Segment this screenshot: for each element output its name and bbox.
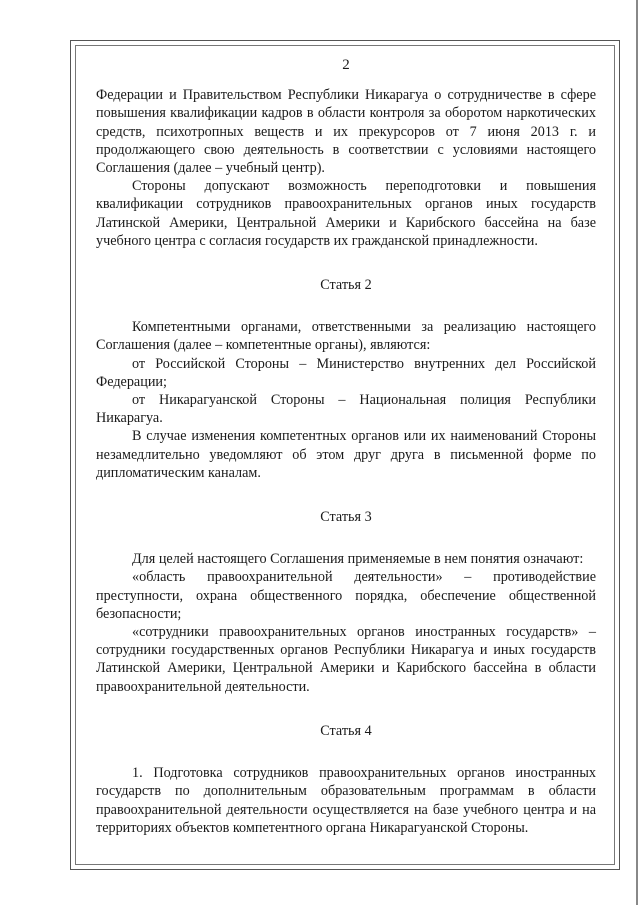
article-3-paragraph-1: Для целей настоящего Соглашения применяемые в нем понятия означают:: [132, 551, 584, 568]
article-2-paragraph-4: В случае изменения компетентных органов или их наименований Стороны незамедлительно уведомляют об этом друг друга в письменной форме по дипломатическим каналам.: [96, 428, 596, 481]
document-page: [96, 56, 596, 837]
article-3-heading: Статья 3: [320, 509, 372, 526]
article-3-paragraph-3: «сотрудники правоохранительных органов иностранных государств» – сотрудники государственных органов Республики Никарагуа и иных государств Латинской Америки, Центральной Америки и Карибского бассейна в области правоохранительной деятельности.: [96, 624, 596, 695]
scan-edge: [636, 0, 638, 905]
article-4-paragraph-1: 1. Подготовка сотрудников правоохранительных органов иностранных государств по дополнительным образовательным программам в области правоохранительной деятельности осуществляется на базе учебного центра и на территориях объектов компетентного органа Никарагуанской Стороны.: [96, 765, 596, 836]
article-2-paragraph-3: от Никарагуанской Стороны – Национальная полиция Республики Никарагуа.: [96, 392, 596, 427]
article-2-paragraph-2: от Российской Стороны – Министерство внутренних дел Российской Федерации;: [96, 355, 596, 390]
intro-paragraph-1: Федерации и Правительством Республики Никарагуа о сотрудничестве в сфере повышения квалификации кадров в области контроля за оборотом наркотических средств, психотропных веществ и их прекурсоров от 7 июня 2013 г. и продолжающего свою деятельность в соответствии с условиями настоящего Соглашения (далее – учебный центр).: [96, 87, 596, 177]
intro-paragraph-2: Стороны допускают возможность переподготовки и повышения квалификации сотрудников правоохранительных органов иных государств Латинской Америки, Центральной Америки и Карибского бассейна на базе учебного центра с согласия государств их гражданской принадлежности.: [96, 178, 596, 249]
article-4-heading: Статья 4: [320, 722, 372, 739]
article-3-paragraph-2: «область правоохранительной деятельности» – противодействие преступности, охрана общественного порядка, обеспечение общественной безопасности;: [96, 569, 596, 622]
article-2-paragraph-1: Компетентными органами, ответственными за реализацию настоящего Соглашения (далее – компетентные органы), являются:: [96, 319, 596, 354]
article-2-heading: Статья 2: [320, 277, 372, 294]
page-number: 2: [342, 57, 350, 73]
